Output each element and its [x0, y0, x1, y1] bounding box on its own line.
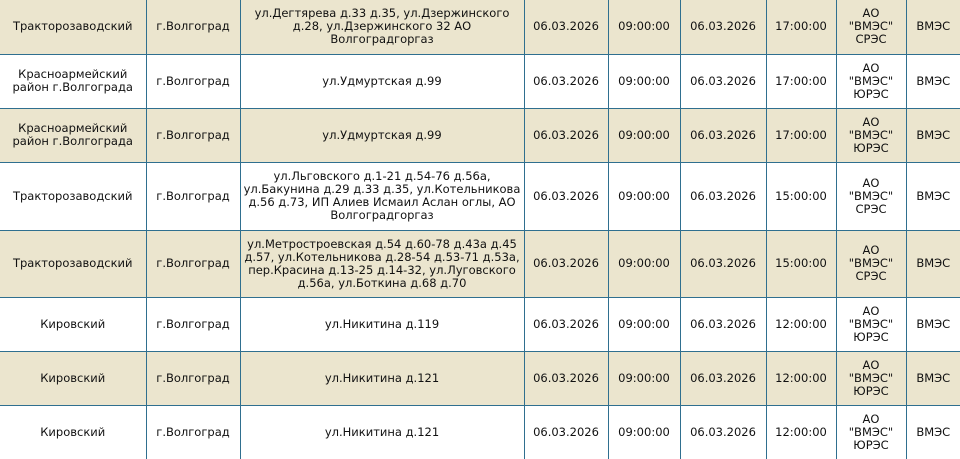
- org-cell: АО "ВМЭС" ЮРЭС: [836, 54, 906, 108]
- start-time-cell: 09:00:00: [608, 297, 680, 351]
- end-date-cell: 06.03.2026: [680, 297, 766, 351]
- company-cell: ВМЭС: [906, 54, 960, 108]
- end-time-cell: 17:00:00: [766, 0, 836, 54]
- start-date-cell: 06.03.2026: [524, 405, 608, 459]
- end-time-cell: 17:00:00: [766, 54, 836, 108]
- table-row: [0, 230, 960, 297]
- district-cell: Тракторозаводский: [0, 0, 146, 54]
- start-date-cell: 06.03.2026: [524, 0, 608, 54]
- start-date-cell: 06.03.2026: [524, 297, 608, 351]
- company-cell: ВМЭС: [906, 230, 960, 297]
- address-cell: ул.Метростроевская д.54 д.60-78 д.43а д.45 д.57, ул.Котельникова д.28-54 д.53-71 д.53а, пер.Красина д.13-25 д.14-32, ул.Луговского д.56а, ул.Боткина д.68 д.70: [240, 230, 524, 297]
- table-row: [0, 405, 960, 459]
- org-cell: АО "ВМЭС" ЮРЭС: [836, 405, 906, 459]
- address-cell: ул.Никитина д.121: [240, 405, 524, 459]
- city-cell: г.Волгоград: [146, 351, 240, 405]
- address-cell: ул.Удмуртская д.99: [240, 54, 524, 108]
- city-cell: г.Волгоград: [146, 0, 240, 54]
- start-time-cell: 09:00:00: [608, 108, 680, 162]
- end-date-cell: 06.03.2026: [680, 162, 766, 230]
- table-row: [0, 162, 960, 230]
- city-cell: г.Волгоград: [146, 405, 240, 459]
- end-time-cell: 15:00:00: [766, 230, 836, 297]
- start-date-cell: 06.03.2026: [524, 54, 608, 108]
- city-cell: г.Волгоград: [146, 54, 240, 108]
- end-time-cell: 12:00:00: [766, 297, 836, 351]
- district-cell: Тракторозаводский: [0, 162, 146, 230]
- start-time-cell: 09:00:00: [608, 0, 680, 54]
- address-cell: ул.Никитина д.119: [240, 297, 524, 351]
- start-date-cell: 06.03.2026: [524, 108, 608, 162]
- end-time-cell: 15:00:00: [766, 162, 836, 230]
- end-date-cell: 06.03.2026: [680, 230, 766, 297]
- org-cell: АО "ВМЭС" ЮРЭС: [836, 297, 906, 351]
- address-cell: ул.Никитина д.121: [240, 351, 524, 405]
- start-time-cell: 09:00:00: [608, 230, 680, 297]
- district-cell: Красноармейский район г.Волгограда: [0, 108, 146, 162]
- org-cell: АО "ВМЭС" ЮРЭС: [836, 108, 906, 162]
- district-cell: Тракторозаводский: [0, 230, 146, 297]
- table-row: [0, 297, 960, 351]
- end-time-cell: 12:00:00: [766, 405, 836, 459]
- end-date-cell: 06.03.2026: [680, 108, 766, 162]
- city-cell: г.Волгоград: [146, 108, 240, 162]
- district-cell: Красноармейский район г.Волгограда: [0, 54, 146, 108]
- city-cell: г.Волгоград: [146, 162, 240, 230]
- address-cell: ул.Дегтярева д.33 д.35, ул.Дзержинского д.28, ул.Дзержинского 32 АО Волгоградгоргаз: [240, 0, 524, 54]
- city-cell: г.Волгоград: [146, 230, 240, 297]
- company-cell: ВМЭС: [906, 0, 960, 54]
- end-date-cell: 06.03.2026: [680, 351, 766, 405]
- address-cell: ул.Льговского д.1-21 д.54-76 д.56а, ул.Бакунина д.29 д.33 д.35, ул.Котельникова д.56 д.73, ИП Алиев Исмаил Аслан оглы, АО Волгоградгоргаз: [240, 162, 524, 230]
- table-row: [0, 54, 960, 108]
- org-cell: АО "ВМЭС" ЮРЭС: [836, 351, 906, 405]
- company-cell: ВМЭС: [906, 351, 960, 405]
- company-cell: ВМЭС: [906, 297, 960, 351]
- city-cell: г.Волгоград: [146, 297, 240, 351]
- start-date-cell: 06.03.2026: [524, 162, 608, 230]
- start-time-cell: 09:00:00: [608, 351, 680, 405]
- start-date-cell: 06.03.2026: [524, 351, 608, 405]
- start-date-cell: 06.03.2026: [524, 230, 608, 297]
- start-time-cell: 09:00:00: [608, 405, 680, 459]
- company-cell: ВМЭС: [906, 108, 960, 162]
- district-cell: Кировский: [0, 405, 146, 459]
- end-date-cell: 06.03.2026: [680, 405, 766, 459]
- address-cell: ул.Удмуртская д.99: [240, 108, 524, 162]
- table-row: [0, 0, 960, 54]
- org-cell: АО "ВМЭС" СРЭС: [836, 230, 906, 297]
- company-cell: ВМЭС: [906, 405, 960, 459]
- start-time-cell: 09:00:00: [608, 54, 680, 108]
- org-cell: АО "ВМЭС" СРЭС: [836, 0, 906, 54]
- end-time-cell: 12:00:00: [766, 351, 836, 405]
- company-cell: ВМЭС: [906, 162, 960, 230]
- start-time-cell: 09:00:00: [608, 162, 680, 230]
- table-row: [0, 108, 960, 162]
- end-date-cell: 06.03.2026: [680, 0, 766, 54]
- district-cell: Кировский: [0, 351, 146, 405]
- end-time-cell: 17:00:00: [766, 108, 836, 162]
- table-row: [0, 351, 960, 405]
- end-date-cell: 06.03.2026: [680, 54, 766, 108]
- org-cell: АО "ВМЭС" СРЭС: [836, 162, 906, 230]
- district-cell: Кировский: [0, 297, 146, 351]
